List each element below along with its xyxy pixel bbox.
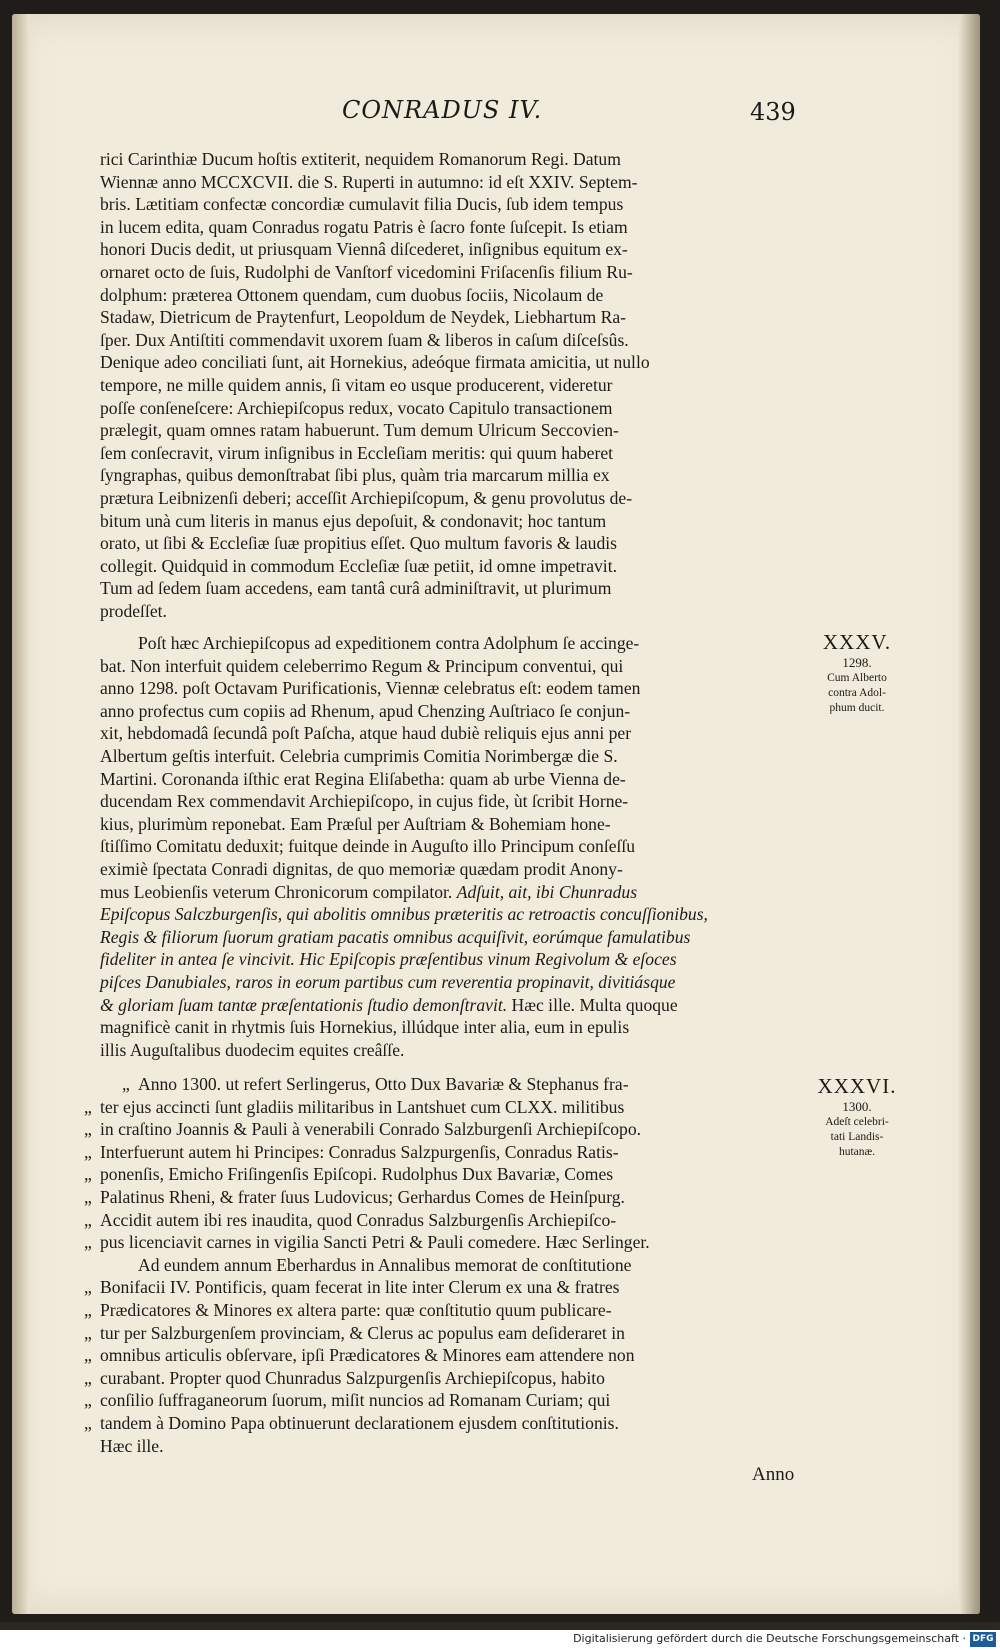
quote-mark: „ [84, 1390, 92, 1411]
text-line [84, 1389, 805, 1412]
margin-note-year: 1298. [842, 655, 872, 670]
book-page [12, 14, 980, 1614]
quote-outro: Hæc ille. Multa quoque [511, 994, 678, 1015]
text-line [84, 1141, 805, 1164]
text-line [84, 1118, 805, 1141]
text-line: Stadaw, Dietricum de Praytenfurt, Leopoldum de Neydek, Liebhartum Ra- [100, 307, 627, 328]
dfg-logo: DFG [970, 1632, 996, 1647]
text-line: ſtiſſimo Comitatu deduxit; fuitque deinde in Auguſto illo Principum conſeſſu [100, 836, 636, 857]
quote-mark: „ [84, 1209, 92, 1230]
text-line: Ad eundem annum Eberhardus in Annalibus memorat de conſtitutione [138, 1254, 632, 1275]
text-segment: mus Leobienſis veterum Chronicorum compilator. [100, 881, 453, 902]
text-line: Poſt hæc Archiepiſcopus ad expeditionem contra Adolphum ſe accinge- [138, 633, 640, 653]
footer-credit: Digitalisierung gefördert durch die Deutsche Forschungsgemeinschaft · [573, 1632, 966, 1645]
margin-note-caption: phum ducit. [829, 702, 885, 714]
text-segment: tandem à Domino Papa obtinuerunt declarationem ejusdem conſtitutionis. [100, 1412, 619, 1433]
text-line [84, 1163, 805, 1186]
text-segment: ponenſis, Emicho Friſingenſis Epiſcopi. Rudolphus Dux Bavariæ, Comes [100, 1164, 614, 1185]
text-line: Hæc ille. [100, 1435, 164, 1456]
text-segment: curabant. Propter quod Chunradus Salzpurgenſis Archiepiſcopus, habito [100, 1367, 605, 1388]
margin-note-number: XXXV. [822, 630, 892, 654]
text-line [84, 1299, 805, 1322]
text-line [84, 1209, 805, 1232]
text-segment: Prædicatores & Minores ex altera parte: quæ conſtitutio quum publicare- [100, 1299, 612, 1320]
text-line [84, 1186, 805, 1209]
text-segment: Interfuerunt autem hi Principes: Conradus Salzpurgenſis, Conradus Ratis- [100, 1141, 619, 1162]
margin-note-caption: Adeſt celebri- [825, 1116, 889, 1128]
text-line [100, 881, 805, 904]
quote-mark: „ [84, 1186, 92, 1207]
text-line: Wiennæ anno MCCXCVII. die S. Ruperti in autumno: id eſt XXIV. Septem- [100, 171, 638, 192]
text-line: Tum ad ſedem ſuam accedens, eam tantâ curâ adminiſtravit, ut plurimum [100, 578, 612, 599]
text-line: honori Ducis dedit, ut priusquam Viennâ diſcederet, inſignibus equitum ex- [100, 239, 628, 260]
quote-mark: „ [84, 1141, 92, 1162]
quote-intro: Adſuit, ait, ibi Chunradus [456, 881, 638, 902]
quote-line: Epiſcopus Salczburgenſis, qui abolitis omnibus præteritis ac retroactis concuſſionibus, [100, 904, 708, 925]
quote-mark: „ [84, 1367, 92, 1388]
running-head-title: CONRADUS IV. [342, 96, 543, 124]
paragraph-c [84, 1073, 805, 1457]
margin-note-caption: hutanæ. [838, 1146, 876, 1158]
margin-note-caption: contra Adol- [828, 687, 886, 699]
text-line: anno 1298. poſt Octavam Purificationis, Viennæ celebratus eſt: eodem tamen [100, 678, 641, 699]
quote-mark: „ [84, 1345, 92, 1366]
catchword: Anno [752, 1464, 795, 1485]
text-line [84, 1412, 805, 1435]
text-line: ducendam Rex commendavit Archiepiſcopo, in cujus fide, ùt ſcribit Horne- [100, 791, 629, 812]
quote-mark: „ [84, 1232, 92, 1253]
text-line: Albertum geſtis interfuit. Celebria cumprimis Comitia Norimbergæ die S. [100, 745, 618, 766]
text-line: kius, plurimùm reponebat. Eam Præſul per Auſtriam & Bohemiam hone- [100, 813, 611, 834]
text-segment: ter ejus accincti ſunt gladiis militaribus in Lantshuet cum CLXX. militibus [100, 1096, 625, 1117]
text-line: Denique adeo conciliati ſunt, ait Hornekius, adeóque firmata amicitia, ut nullo [100, 352, 650, 373]
text-line: ſper. Dux Antiſtiti commendavit uxorem ſuam & liberos in caſum diſceſsûs. [100, 329, 629, 350]
text-line: magnificè canit in rhytmis ſuis Hornekius, illúdque inter alia, eum in epulis [100, 1017, 630, 1038]
text-line: dolphum: præterea Ottonem quendam, cum duobus ſociis, Nicolaum de [100, 284, 604, 305]
quote-mark: „ [84, 1277, 92, 1298]
text-line [84, 1322, 805, 1345]
margin-note-35 [812, 630, 902, 716]
text-line [84, 1231, 805, 1254]
text-line: anno profectus cum copiis ad Rhenum, apud Chenzing Auſtriaco ſe conjun- [100, 700, 631, 721]
paragraph-b [100, 632, 805, 1061]
text-line: in lucem edita, quam Conradus rogatu Patris è ſacro fonte ſuſcepit. Is etiam [100, 216, 628, 237]
quote-line: Regis & filiorum ſuorum gratiam pacatis omnibus acquiſivit, eorúmque famulatibus [100, 926, 691, 947]
text-line: xit, hebdomadâ ſecundâ poſt Paſcha, atque haud dubiè reliquis ejus anni per [100, 723, 632, 744]
text-line: orato, ut ſibi & Eccleſiæ ſuæ propitius eſſet. Quo multum favoris & laudis [100, 533, 617, 554]
text-segment: Palatinus Rheni, & frater ſuus Ludovicus; Gerhardus Comes de Heinſpurg. [100, 1186, 625, 1207]
text-line: prælegit, quam omnes ratam habuerunt. Tum demum Ulricum Seccovien- [100, 420, 619, 441]
quote-line: piſces Danubiales, raros in eorum partibus cum reverentia propinavit, divitiásque [100, 971, 676, 992]
quote-mark: „ [122, 1074, 130, 1094]
quote-mark: „ [84, 1096, 92, 1117]
text-line [84, 1367, 805, 1390]
text-line: illis Auguſtalibus duodecim equites creâſſe. [100, 1039, 405, 1060]
quote-segment: & gloriam ſuam tantæ præſentationis ſtudio demonſtravit. [100, 994, 508, 1015]
text-segment: Anno 1300. ut refert Serlingerus, Otto Dux Bavariæ & Stephanus fra- [138, 1074, 629, 1094]
text-line: ſyngraphas, quibus demonſtrabat ſibi plus, quàm tria marcarum millia ex [100, 465, 610, 486]
text-line: eximiè ſpectata Conradi dignitas, de quo memoriæ quædam prodit Anony- [100, 858, 623, 879]
page-number: 439 [750, 98, 796, 126]
text-line: bris. Lætitiam confectæ concordiæ cumulavit filia Ducis, ſub idem tempus [100, 194, 624, 215]
margin-note-caption: tati Landis- [830, 1131, 884, 1143]
margin-note-36 [812, 1074, 902, 1160]
paragraph-a [100, 148, 805, 622]
page-edge-right [958, 14, 980, 1614]
quote-mark: „ [84, 1119, 92, 1140]
text-line [84, 1276, 805, 1299]
margin-note-caption: Cum Alberto [827, 672, 887, 684]
text-line [100, 1073, 805, 1096]
quote-mark: „ [84, 1412, 92, 1433]
margin-note-number: XXXVI. [817, 1074, 897, 1098]
quote-mark: „ [84, 1322, 92, 1343]
text-line: bat. Non interfuit quidem celeberrimo Regum & Principum conventui, qui [100, 655, 624, 676]
text-line [84, 1344, 805, 1367]
text-segment: conſilio ſuffraganeorum ſuorum, miſit nuncios ad Romanam Curiam; qui [100, 1390, 611, 1411]
page-gutter-left [12, 14, 30, 1614]
text-segment: pus licenciavit carnes in vigilia Sancti Petri & Pauli comedere. Hæc Serlinger. [100, 1232, 650, 1253]
text-line: collegit. Quidquid in commodum Eccleſiæ ſuæ petiit, id omne impetravit. [100, 555, 617, 576]
text-line: rici Carinthiæ Ducum hoſtis extiterit, nequidem Romanorum Regi. Datum [100, 149, 621, 169]
text-line: Martini. Coronanda iſthic erat Regina Eliſabetha: quam ab urbe Vienna de- [100, 768, 626, 789]
text-segment: Accidit autem ibi res inaudita, quod Conradus Salzburgenſis Archiepiſco- [100, 1209, 617, 1230]
text-line: bitum unà cum literis in manus ejus depoſuit, & condonavit; hoc tantum [100, 510, 607, 531]
text-line: prætura Leibnizenſi deberi; acceſſit Archiepiſcopum, & genu provolutus de- [100, 487, 633, 508]
text-segment: in craſtino Joannis & Pauli à venerabili Conrado Salzburgenſi Archiepiſcopo. [100, 1119, 642, 1140]
text-line: poſſe conſeneſcere: Archiepiſcopus redux, vocato Capitulo transactionem [100, 397, 613, 418]
digitization-footer [0, 1630, 1000, 1650]
quote-line: fideliter in antea ſe vincivit. Hic Epiſcopis præſentibus vinum Regivolum & eſoces [100, 949, 677, 970]
text-segment: tur per Salzburgenſem provinciam, & Clerus ac populus eam deſideraret in [100, 1322, 625, 1343]
text-line [84, 1096, 805, 1119]
text-line: ſem conſecravit, virum inſignibus in Eccleſiam meritis: qui quum haberet [100, 442, 614, 463]
quote-mark: „ [84, 1164, 92, 1185]
text-line: ornaret octo de ſuis, Rudolphi de Vanſtorf vicedomini Friſacenſis filium Ru- [100, 261, 633, 282]
quote-mark: „ [84, 1299, 92, 1320]
text-line [100, 994, 805, 1017]
margin-note-year: 1300. [842, 1099, 872, 1114]
text-segment: Bonifacii IV. Pontificis, quam fecerat in lite inter Clerum ex una & fratres [100, 1277, 620, 1298]
text-line: prodeſſet. [100, 600, 167, 621]
text-segment: omnibus articulis obſervare, ipſi Prædicatores & Minores eam attendere non [100, 1345, 635, 1366]
text-line: tempore, ne mille quidem annis, ſi vitam eo usque producerent, videretur [100, 374, 613, 395]
